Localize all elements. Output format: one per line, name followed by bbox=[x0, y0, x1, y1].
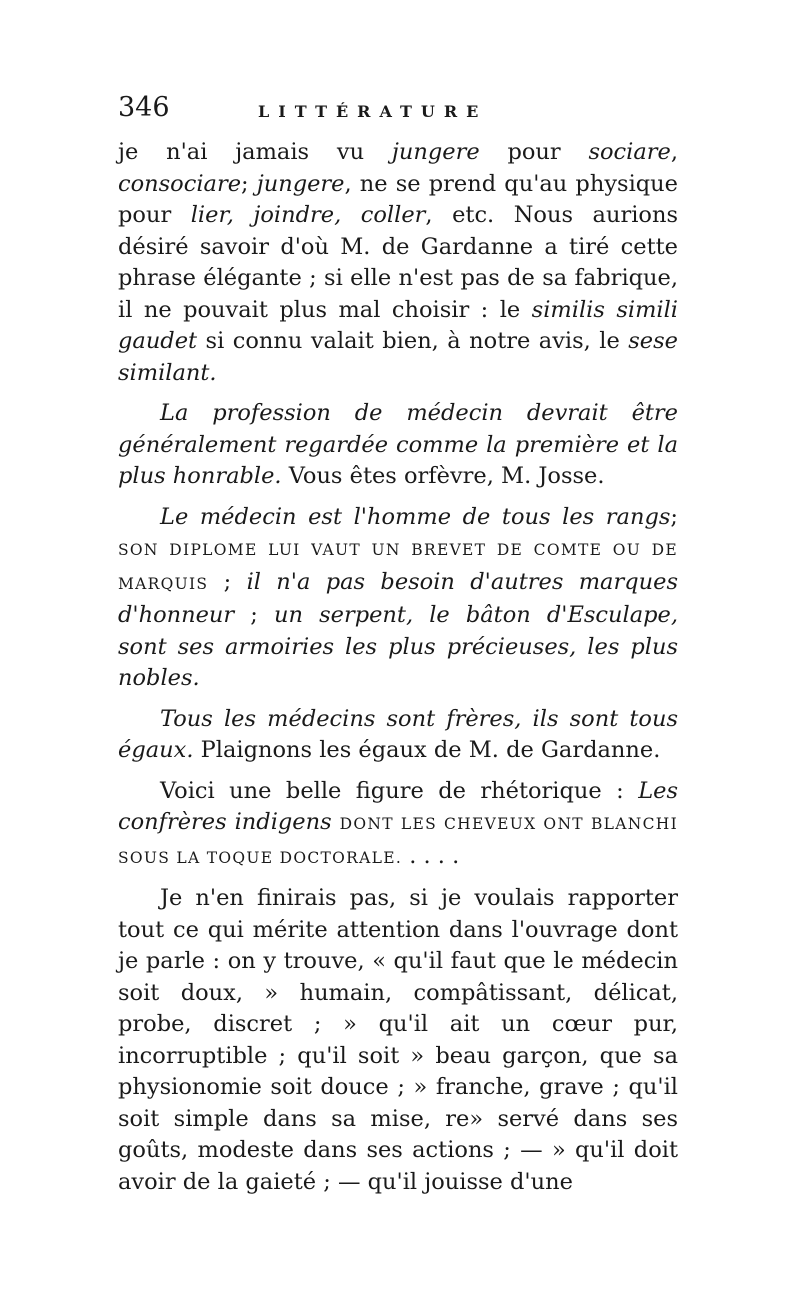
paragraph-gap bbox=[118, 493, 678, 502]
italic-text: lier, joindre, coller bbox=[190, 202, 426, 228]
paragraph bbox=[118, 883, 678, 1198]
text-run: , etc. Nous aurions désiré savoir d'où M. de Gardanne a tiré cette phrase élégante ; si elle n'est pas de sa fabrique, il ne pouvait plus mal choisir : le bbox=[118, 202, 678, 323]
italic-text: Le médecin est l'homme de tous les rangs bbox=[160, 503, 671, 530]
italic-text: un serpent, le bâton d'Esculape, sont ses armoiries les plus précieuses, les plus nobles. bbox=[118, 602, 678, 691]
italic-text: jungere bbox=[256, 170, 345, 197]
page-number: 346 bbox=[118, 92, 170, 123]
italic-text: sese similant. bbox=[118, 328, 678, 386]
text-run: ; bbox=[241, 170, 257, 197]
page-header bbox=[118, 92, 718, 132]
text-run: Plaignons les égaux de M. de Gardanne. bbox=[193, 737, 661, 763]
paragraph-gap bbox=[118, 389, 678, 398]
paragraph bbox=[118, 137, 678, 389]
running-title: LITTÉRATURE bbox=[258, 102, 488, 121]
text-run: ; bbox=[208, 568, 247, 595]
small-caps-text: SON DIPLOME LUI VAUT UN BREVET DE COMTE OU DE MARQUIS bbox=[118, 541, 678, 593]
paragraph bbox=[118, 776, 678, 875]
text-run: Vous êtes orfèvre, M. Josse. bbox=[281, 463, 605, 489]
text-run: , bbox=[670, 139, 678, 165]
paragraph bbox=[118, 704, 678, 767]
italic-text: il n'a pas besoin d'autres marques d'honneur bbox=[118, 568, 678, 628]
italic-text: consociare bbox=[118, 170, 242, 197]
italic-text: Tous les médecins sont frères, ils sont tous égaux. bbox=[118, 705, 678, 763]
text-run: je n'ai jamais vu bbox=[118, 139, 392, 165]
small-caps-text: DONT LES CHEVEUX ONT BLANCHI SOUS LA TOQUE DOCTORALE. bbox=[118, 815, 679, 867]
text-run: ; bbox=[670, 503, 678, 530]
paragraph-gap bbox=[118, 874, 678, 883]
body-text bbox=[118, 137, 678, 1198]
text-run: Je n'en finirais pas, si je voulais rapporter tout ce qui mérite attention dans l'ouvrage dont je parle : on y trouve, « qu'il faut que le médecin soit doux, » humain, compâtissant, délicat, probe, discret ; » qu'il ait un cœur pur, incorruptible ; qu'il soit » beau garçon, que sa physionomie soit douce ; » franche, grave ; qu'il soit simple dans sa mise, re» servé dans ses goûts, modeste dans ses actions ; — » qu'il doit avoir de la gaieté ; — qu'il jouisse d'une bbox=[118, 885, 678, 1195]
italic-text: jungere bbox=[391, 139, 480, 165]
text-run: , ne se prend qu'au physique pour bbox=[118, 170, 678, 228]
paragraph-gap bbox=[118, 767, 678, 776]
text-run: ; bbox=[234, 602, 274, 628]
italic-text: sociare bbox=[588, 139, 671, 165]
italic-text: similis simili gaudet bbox=[118, 296, 679, 354]
paragraph-gap bbox=[118, 695, 678, 704]
paragraph bbox=[118, 502, 678, 695]
text-run: . . . . bbox=[402, 842, 460, 869]
text-run: si connu valait bien, à notre avis, le bbox=[197, 328, 629, 354]
text-run bbox=[332, 809, 340, 835]
italic-text: Les confrères indigens bbox=[118, 777, 678, 835]
text-run: pour bbox=[479, 139, 589, 165]
text-run: Voici une belle figure de rhétorique : bbox=[160, 777, 639, 804]
paragraph bbox=[118, 398, 678, 493]
italic-text: La profession de médecin devrait être généralement regardée comme la première et la plus honrable. bbox=[118, 400, 678, 489]
